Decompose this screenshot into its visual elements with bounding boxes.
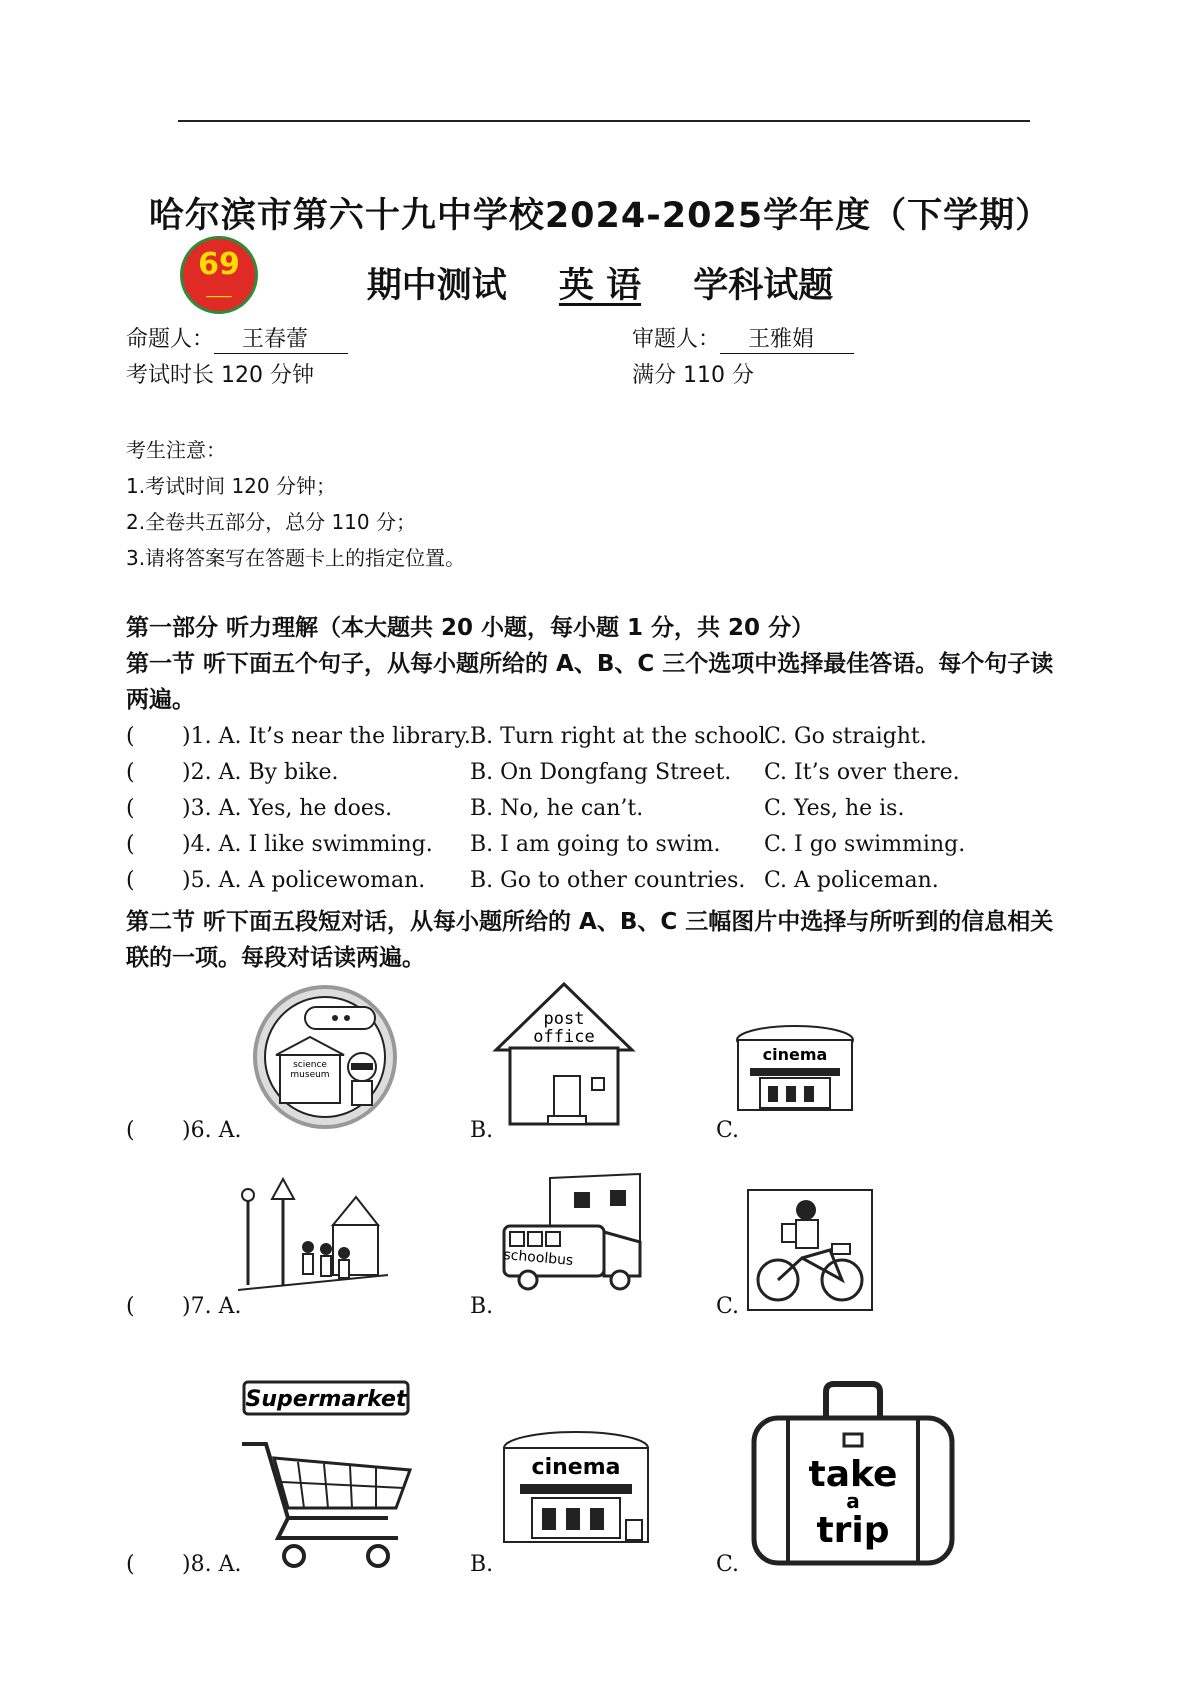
top-rule (178, 120, 1030, 122)
answer-paren[interactable]: ( (126, 724, 135, 749)
trip-word-a: a (846, 1489, 860, 1513)
science-museum-picture[interactable] (250, 985, 400, 1130)
cinema-sign-2: cinema (531, 1455, 621, 1480)
exam-subtitle (0, 258, 1200, 308)
answer-paren[interactable]: ( (126, 760, 135, 785)
reviewer-name: 王雅娟 (720, 322, 854, 354)
option-a: )4. A. I like swimming. (182, 832, 433, 857)
option-b-label: B. (470, 1294, 494, 1319)
author-name: 王春蕾 (214, 322, 348, 354)
option-c: C. Go straight. (764, 724, 927, 749)
option-b: B. Go to other countries. (470, 868, 746, 893)
answer-paren[interactable]: ( (126, 868, 135, 893)
option-a: )3. A. Yes, he does. (182, 796, 393, 821)
answer-paren[interactable]: ( (126, 1118, 135, 1143)
option-b-label: B. (470, 1118, 494, 1143)
option-c-label: C. (716, 1552, 740, 1577)
logo-caption-mark: ━━━━━━ (206, 293, 232, 301)
author-label: 命题人： (126, 327, 215, 352)
option-a-label: )7. A. (182, 1294, 242, 1319)
cinema-sign: cinema (762, 1045, 828, 1064)
notice-item: 1.考试时间 120 分钟； (126, 474, 336, 498)
post-office-picture[interactable] (492, 978, 637, 1128)
exam-name: 期中测试 (366, 266, 507, 306)
question-row (126, 868, 1076, 902)
question-row (126, 832, 1076, 866)
option-c: C. Yes, he is. (764, 796, 905, 821)
reviewer-label: 审题人： (632, 327, 721, 352)
duration: 考试时长 120 分钟 (126, 363, 314, 388)
option-a-label: )6. A. (182, 1118, 242, 1143)
exam-paper: 学科试题 (693, 266, 834, 306)
option-a: )1. A. It’s near the library. (182, 724, 471, 749)
question-row (126, 796, 1076, 830)
bus-sign: schoolbus (502, 1246, 574, 1270)
notice-item: 3.请将答案写在答题卡上的指定位置。 (126, 546, 466, 570)
option-b: B. On Dongfang Street. (470, 760, 732, 785)
exam-subject: 英 语 (558, 266, 642, 306)
section2-instruction: 第二节 听下面五段短对话，从每小题所给的 A、B、C 三幅图片中选择与所听到的信息相关联的一项。每段对话读两遍。 (126, 909, 1054, 971)
answer-paren[interactable]: ( (126, 796, 135, 821)
option-b: B. Turn right at the school. (470, 724, 773, 749)
section1-instruction: 第一节 听下面五个句子，从每小题所给的 A、B、C 三个选项中选择最佳答语。每个句子读两遍。 (126, 651, 1054, 713)
full-score: 满分 110 分 (632, 363, 754, 388)
notice-heading: 考生注意： (126, 438, 226, 462)
trip-word-trip: trip (816, 1510, 890, 1551)
museum-sign-2: museum (290, 1070, 330, 1080)
answer-paren[interactable]: ( (126, 1552, 135, 1577)
trip-word-take: take (808, 1454, 898, 1495)
question-row (126, 724, 1076, 758)
walking-to-school-picture[interactable] (238, 1175, 388, 1305)
exam-title: 哈尔滨市第六十九中学校2024-2025学年度（下学期） (148, 196, 1052, 236)
school-bus-picture[interactable] (500, 1170, 650, 1295)
cinema-picture-2[interactable] (496, 1408, 661, 1573)
notice-item: 2.全卷共五部分，总分 110 分； (126, 510, 416, 534)
option-a: )2. A. By bike. (182, 760, 339, 785)
answer-paren[interactable]: ( (126, 1294, 135, 1319)
office-sign: office (533, 1027, 595, 1047)
option-a-label: )8. A. (182, 1552, 242, 1577)
travel-suitcase-picture[interactable] (748, 1378, 958, 1568)
supermarket-sign: Supermarket (245, 1387, 407, 1412)
question-row (126, 760, 1076, 794)
option-c: C. A policeman. (764, 868, 939, 893)
reviewer-line (632, 322, 854, 354)
logo-number: 69 (198, 247, 240, 282)
post-sign: post (543, 1009, 585, 1029)
part1-heading: 第一部分 听力理解（本大题共 20 小题，每小题 1 分，共 20 分） (126, 615, 815, 641)
author-line (126, 322, 348, 354)
option-a: )5. A. A policewoman. (182, 868, 426, 893)
option-c-label: C. (716, 1118, 740, 1143)
option-b: B. I am going to swim. (470, 832, 721, 857)
option-b: B. No, he can’t. (470, 796, 644, 821)
answer-paren[interactable]: ( (126, 832, 135, 857)
museum-sign: science (293, 1060, 327, 1070)
option-c: C. It’s over there. (764, 760, 960, 785)
option-c: C. I go swimming. (764, 832, 966, 857)
option-b-label: B. (470, 1552, 494, 1577)
option-c-label: C. (716, 1294, 740, 1319)
cycling-picture[interactable] (746, 1188, 874, 1312)
cinema-picture[interactable] (730, 1008, 860, 1128)
supermarket-cart-picture[interactable] (238, 1378, 418, 1573)
